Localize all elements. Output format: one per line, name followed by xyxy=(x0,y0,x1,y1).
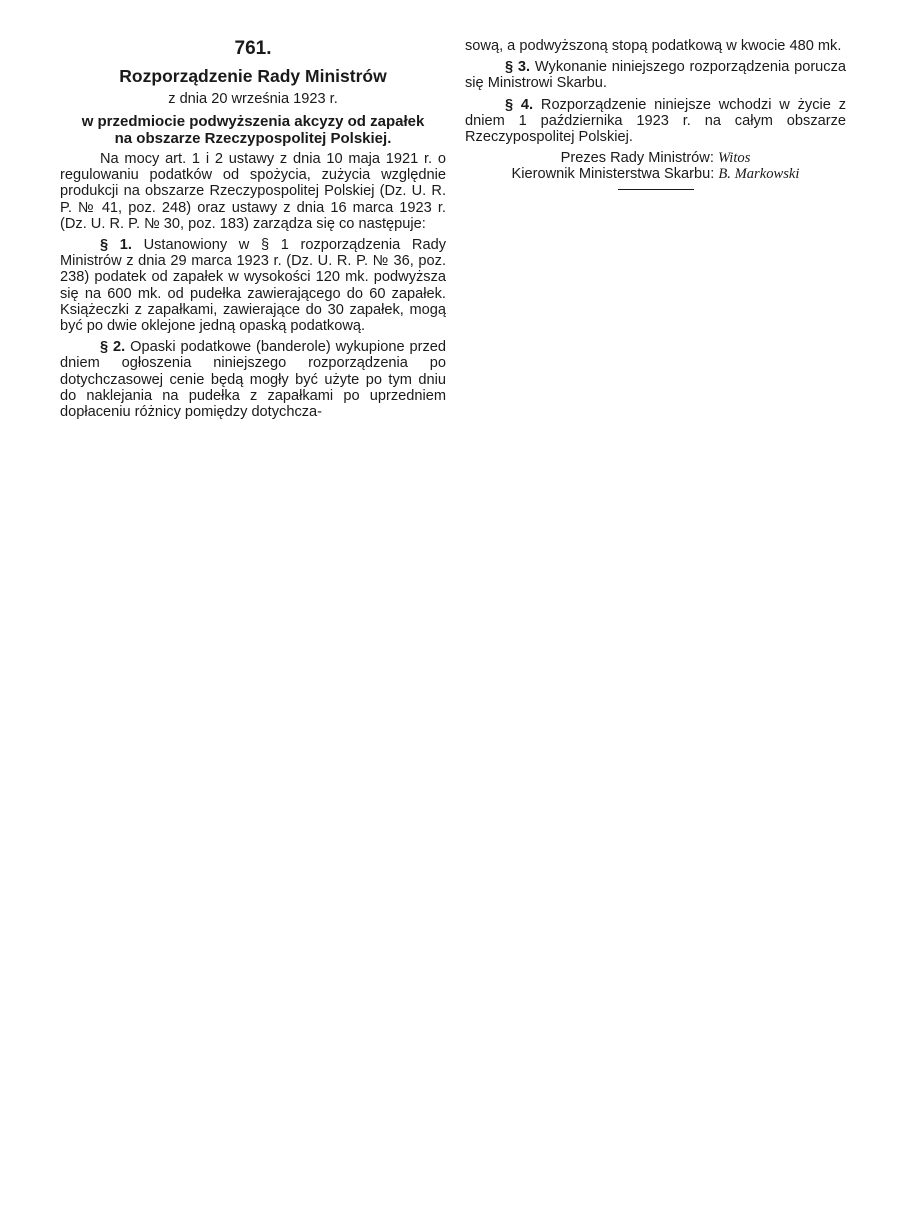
signature-name: B. Markowski xyxy=(718,166,800,183)
section-1 xyxy=(60,237,446,334)
section-3-label: § 3. xyxy=(505,59,531,76)
section-1-text: Ustanowiony w § 1 rozporządzenia Rady Ministrów z dnia 29 marca 1923 r. (Dz. U. R. P. № 36, poz. 238) podatek od zapałek w wysokości 120 mk. podwyższa się na 600 mk. od pudełka zawierającego do 60 zapałek. Książeczki z zapałkami, zawierające do 30 zapałek, mogą być po dwie oklejone jedną opaską podatkową. xyxy=(60,237,446,335)
signature-treasury-head xyxy=(465,166,846,182)
right-column xyxy=(465,38,846,190)
section-1-label: § 1. xyxy=(100,237,132,254)
section-2-continuation: sową, a podwyższoną stopą podatkową w kwocie 480 mk. xyxy=(465,38,842,54)
section-4-text: Rozporządzenie niniejsze wchodzi w życie z dniem 1 października 1923 r. na całym obszarze Rzeczypospolitej Polskiej. xyxy=(465,96,846,146)
signature-name: Witos xyxy=(717,150,751,167)
signature-role: Prezes Rady Ministrów: xyxy=(560,150,714,167)
act-subject-line-2: na obszarze Rzeczypospolitej Polskiej. xyxy=(114,129,392,147)
section-3 xyxy=(465,59,846,91)
section-4 xyxy=(465,97,846,146)
signature-prime-minister xyxy=(465,150,846,166)
left-column xyxy=(60,38,446,425)
act-date: z dnia 20 września 1923 r. xyxy=(168,91,338,107)
act-subject xyxy=(60,114,446,147)
act-subject-line-1: w przedmiocie podwyższenia akcyzy od zapałek xyxy=(81,113,425,130)
end-rule xyxy=(618,189,694,190)
section-4-label: § 4. xyxy=(505,96,534,113)
signature-role: Kierownik Ministerstwa Skarbu: xyxy=(511,166,715,183)
section-2-label: § 2. xyxy=(100,339,126,356)
act-number: 761. xyxy=(234,38,272,59)
section-2 xyxy=(60,339,446,420)
act-title: Rozporządzenie Rady Ministrów xyxy=(119,66,387,86)
section-3-text: Wykonanie niniejszego rozporządzenia poruczа się Ministrowi Skarbu. xyxy=(465,59,847,92)
preamble: Na mocy art. 1 i 2 ustawy z dnia 10 maja 1921 r. o regulowaniu podatków od spożycia, zużycia względnie produkcji na obszarze Rzeczypospolitej Polskiej (Dz. U. R. P. № 41, poz. 248) oraz ustawy z dnia 16 marca 1923 r. (Dz. U. R. P. № 30, poz. 183) zarządza się co następuje: xyxy=(60,151,446,232)
section-2-text: Opaski podatkowe (banderole) wykupione przed dniem ogłoszenia niniejszego rozporządzenia po dotychczasowej cenie będą mogły być użyte po tym dniu do naklejania na pudełka z zapałkami po uprzedniem dopłaceniu różnicy pomiędzy dotychcza- xyxy=(60,339,447,421)
